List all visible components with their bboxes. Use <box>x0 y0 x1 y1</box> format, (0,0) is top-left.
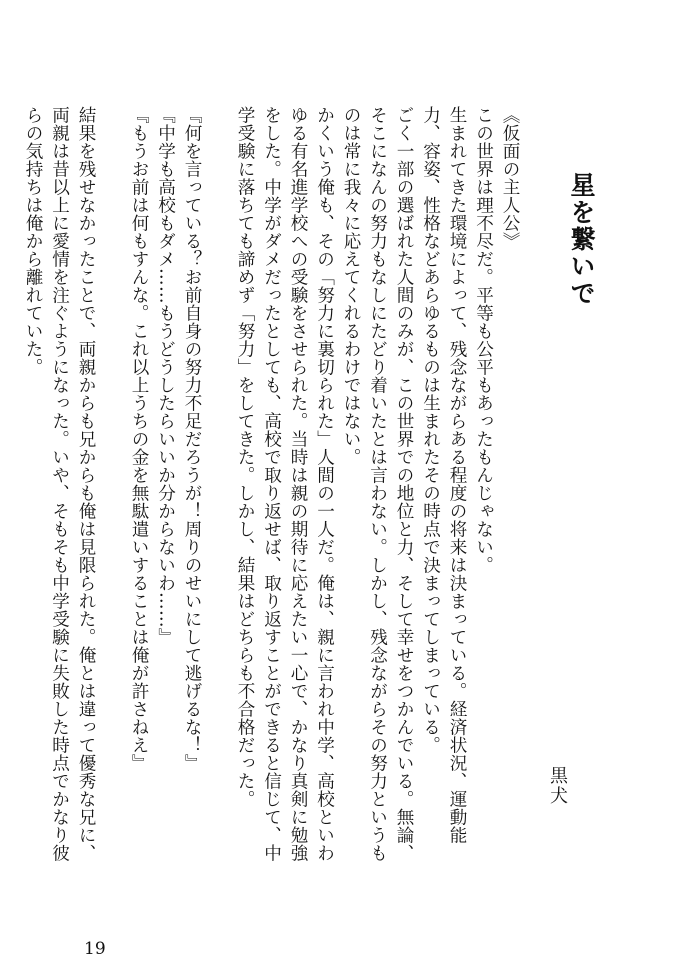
dialogue-line: 『もうお前は何もすんな。これ以上うちの金を無駄遣いすることは俺が許さねえ』 <box>129 106 149 772</box>
story-body <box>20 106 524 866</box>
dialogue-line: 『何を言っている？お前自身の努力不足だろうが！周りのせいにして逃げるな！』 <box>182 106 202 772</box>
story-title: 星を繋いで <box>567 172 596 307</box>
section-heading: 《仮面の主人公》 <box>500 106 520 250</box>
author-name: 黒犬 <box>547 766 568 806</box>
page-number: 19 <box>84 939 106 959</box>
paragraph: この世界は理不尽だ。平等も公平もあったもんじゃない。 <box>473 106 494 574</box>
blank-line <box>99 106 126 866</box>
blank-line <box>205 106 232 866</box>
paragraph: 結果を残せなかったことで、両親からも兄からも俺は見限られた。俺とは違って優秀な兄に、両親は昔以上に愛情を注ぐようになった。いや、そもそも中学受験に失敗した時点でかなり彼らの気持ちは俺から離れていた。 <box>23 106 96 862</box>
paragraph: かくいう俺も、その「努力に裏切られた」人間の一人だ。俺は、親に言われ中学、高校といわゆる有名進学校への受験をさせられた。当時は親の期待に応えたい一心で、かなり真剣に勉強をした。中学がダメだったとしても、高校で取り返せば、取り返すことができると信じて、中学受験に落ちても諦めず「努力」をしてきた。しかし、結果はどちらも不合格だった。 <box>235 106 335 862</box>
dialogue-line: 『中学も高校もダメ……もうどうしたらいいか分からないわ……』 <box>155 106 176 646</box>
paragraph: ごく一部の選ばれた人間のみが、この世界での地位と力、そして幸せをつかんでいる。無論、そこになんの努力もなしにたどり着いたとは言わない。しかし、残念ながらその努力というものは常に我々に応えてくれるわけではない。 <box>341 106 414 862</box>
paragraph: 生まれてきた環境によって、残念ながらある程度の将来は決まっている。経済状況、運動能力、容姿、性格などあらゆるものは生まれたその時点で決まってしまっている。 <box>420 106 467 844</box>
